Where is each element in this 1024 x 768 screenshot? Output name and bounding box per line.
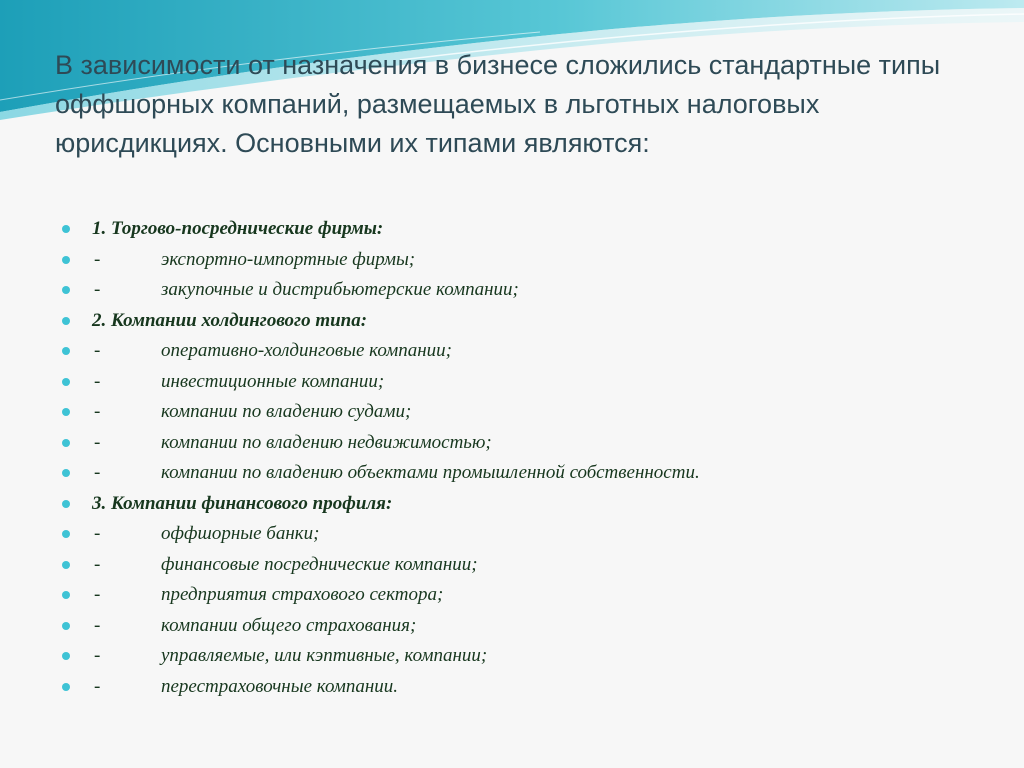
list-heading xyxy=(62,306,1002,337)
list-dash: - xyxy=(94,340,101,361)
list-dash: - xyxy=(94,553,101,575)
slide-title: В зависимости от назначения в бизнесе сложились стандартные типы оффшорных компаний, размещаемых в льготных налоговых юрисдикциях. Основными их типами являются: xyxy=(55,50,941,158)
list-item xyxy=(62,641,1002,672)
list-dash: - xyxy=(94,523,101,544)
list-item xyxy=(62,275,1002,306)
bullet-dot-icon xyxy=(62,561,70,569)
list-dash: - xyxy=(94,248,101,270)
list-item-text: закупочные и дистрибьютерские компании; xyxy=(161,279,519,300)
bullet-dot-icon xyxy=(62,439,70,447)
list-heading-text: 3. Компании финансового профиля: xyxy=(92,492,393,514)
list-item xyxy=(62,397,1002,428)
list-item-text: оффшорные банки; xyxy=(161,523,320,544)
list-item-text: экспортно-импортные фирмы; xyxy=(161,248,416,270)
list-dash: - xyxy=(94,645,101,666)
bullet-dot-icon xyxy=(62,591,70,599)
list-heading xyxy=(62,489,1002,520)
list-item xyxy=(62,519,1002,550)
bullet-dot-icon xyxy=(62,317,70,325)
list-dash: - xyxy=(94,370,101,392)
list-item xyxy=(62,367,1002,398)
bullet-dot-icon xyxy=(62,652,70,660)
list-item xyxy=(62,580,1002,611)
list-item xyxy=(62,458,1002,489)
list-dash: - xyxy=(94,401,101,422)
bullet-dot-icon xyxy=(62,530,70,538)
list-item-text: инвестиционные компании; xyxy=(161,370,385,392)
list-item xyxy=(62,672,1002,703)
list-dash: - xyxy=(94,431,101,453)
bullet-dot-icon xyxy=(62,469,70,477)
bullet-dot-icon xyxy=(62,378,70,386)
list-item xyxy=(62,245,1002,276)
bullet-dot-icon xyxy=(62,408,70,416)
bullet-dot-icon xyxy=(62,622,70,630)
list-heading-text: 1. Торгово-посреднические фирмы: xyxy=(92,218,384,239)
list-dash: - xyxy=(94,462,101,483)
bullet-dot-icon xyxy=(62,256,70,264)
list-item-text: компании по владению судами; xyxy=(161,401,412,422)
bullet-dot-icon xyxy=(62,683,70,691)
bullet-dot-icon xyxy=(62,347,70,355)
list-item xyxy=(62,550,1002,581)
list-item-text: финансовые посреднические компании; xyxy=(161,553,478,575)
bullet-list xyxy=(62,214,1002,702)
list-item-text: оперативно-холдинговые компании; xyxy=(161,340,452,361)
list-item-text: перестраховочные компании. xyxy=(161,675,399,697)
list-dash: - xyxy=(94,584,101,605)
list-dash: - xyxy=(94,675,101,697)
list-item-text: компании общего страхования; xyxy=(161,614,417,636)
list-item xyxy=(62,611,1002,642)
list-dash: - xyxy=(94,279,101,300)
bullet-dot-icon xyxy=(62,225,70,233)
list-dash: - xyxy=(94,614,101,636)
list-item-text: компании по владению объектами промышленной собственности. xyxy=(161,462,700,483)
list-heading-text: 2. Компании холдингового типа: xyxy=(92,309,368,331)
list-heading xyxy=(62,214,1002,245)
list-item-text: управляемые, или кэптивные, компании; xyxy=(161,645,488,666)
list-item-text: компании по владению недвижимостью; xyxy=(161,431,492,453)
list-item xyxy=(62,336,1002,367)
list-item-text: предприятия страхового сектора; xyxy=(161,584,444,605)
bullet-dot-icon xyxy=(62,286,70,294)
list-item xyxy=(62,428,1002,459)
bullet-dot-icon xyxy=(62,500,70,508)
